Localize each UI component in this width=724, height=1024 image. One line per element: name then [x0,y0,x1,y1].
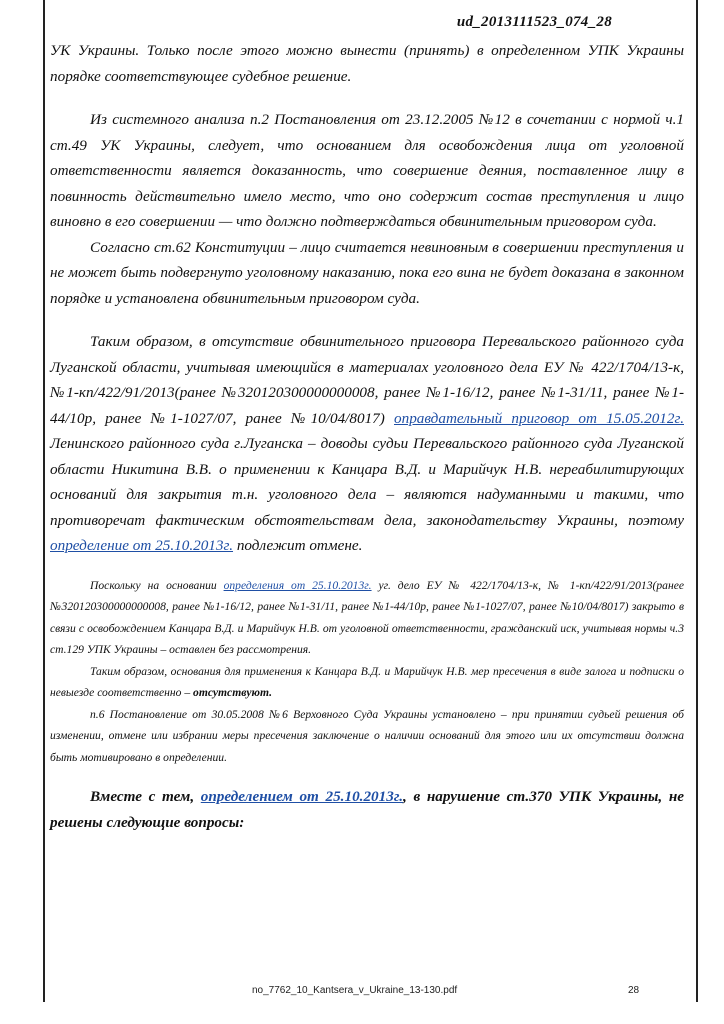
absent-emphasis: отсутствуют. [193,686,273,699]
acquittal-link[interactable]: оправдательный приговор от 15.05.2012г. [394,409,684,427]
paragraph-systemic-analysis: Из системного анализа п.2 Постановления от 23.12.2005 №12 в сочетании с нормой ч.1 ст.49 УК Украины, следует, что основанием для освобождения лица от уголовной ответственности является доказанность, что совершение деяния, поставленное лицу в повинность действительно имело место, что оно содержит состав преступления и лицо виновно в его совершении — что должно подтверждаться обвинительным приговором суда. [50,111,684,230]
paragraph-continuation: УК Украины. Только после этого можно вынести (принять) в определенном УПК Украины порядке соответствующее судебное решение. [50,42,684,85]
civil-claim-text-b: уг. дело ЕУ № 422/1704/13-к, № 1-кп/422/91/2013(ранее №320120300000000008, ранее №1-16/12, ранее №1-31/11, ранее №1-44/10р, ранее №1-1027/07, ранее №10/04/8017) закрыто в связи с освобождением Канцара В.Д. и Марийчук Н.В. от уголовной ответственности, гражданский иск, учитывая нормы ч.3 ст.129 УПК Украины – оставлен без рассмотрения. [50,578,684,656]
document-id: ud_2013111523_074_28 [456,14,612,30]
preventive-text-a: Таким образом, основания для применения к Канцара В.Д. и Марийчук Н.В. мер пресечения в виде залога и подписки о невыезде соответственно – [50,664,684,699]
ruling-link[interactable]: определение от 25.10.2013г. [50,537,234,554]
left-margin-line [43,0,45,1002]
paragraph-supreme-court: п.6 Постановление от 30.05.2008 №6 Верховного Суда Украины установлено – при принятии судьей решения об изменении, отмене или избрании меры пресечения заключение о наличии оснований для этого или их отсутствии должна быть мотивировано в определении. [50,707,684,764]
conclusion-text-c: подлежит отмене. [233,537,363,554]
unresolved-text-a: Вместе с тем, [90,788,201,805]
page-footer [0,985,724,1001]
footer-filename: no_7762_10_Kantsera_v_Ukraine_13-130.pdf [252,985,458,996]
page-number: 28 [628,985,640,996]
conclusion-text-b: Ленинского районного суда г.Луганска – доводы судьи Перевальского районного суда Луганской области Никитина В.В. о применении к Канцара В.Д. и Марийчук Н.В. нереабилитирующих оснований для закрытия т.н. уголовного дела – являются надуманными и такими, что противоречат фактическим обстоятельствам дела, законодательству Украины, поэтому [50,435,684,529]
paragraph-civil-claim [50,575,684,661]
paragraph-preventive-measures [50,661,684,704]
conclusion-text-a: Таким образом, в отсутствие обвинительного приговора Перевальского районного суда Луганской области, учитывая имеющийся в материалах уголовного дела ЕУ № 422/1704/13-к, №1-кп/422/91/2013(ранее №320120300000000008, ранее №1-16/12, ранее №1-31/11, ранее №1-44/10р, ранее №1-1027/07, ранее №10/04/8017) [50,333,684,427]
paragraph-unresolved-questions [50,784,684,835]
right-margin-line [696,0,698,1002]
paragraph-constitution: Согласно ст.62 Конституции – лицо считается невиновным в совершении преступления и не может быть подвергнуто уголовному наказанию, пока его вина не будет доказана в законном порядке и установлена обвинительным приговором суда. [50,238,684,307]
unresolved-text-b: , в нарушение ст.370 УПК Украины, не решены следующие вопросы: [50,788,685,831]
ruling-link-final[interactable]: определением от 25.10.2013г. [200,788,404,805]
ruling-link-small[interactable]: определения от 25.10.2013г. [223,578,372,592]
document-body [50,38,684,835]
civil-claim-text-a: Поскольку на основании [90,578,224,592]
paragraph-conclusion [50,329,684,559]
